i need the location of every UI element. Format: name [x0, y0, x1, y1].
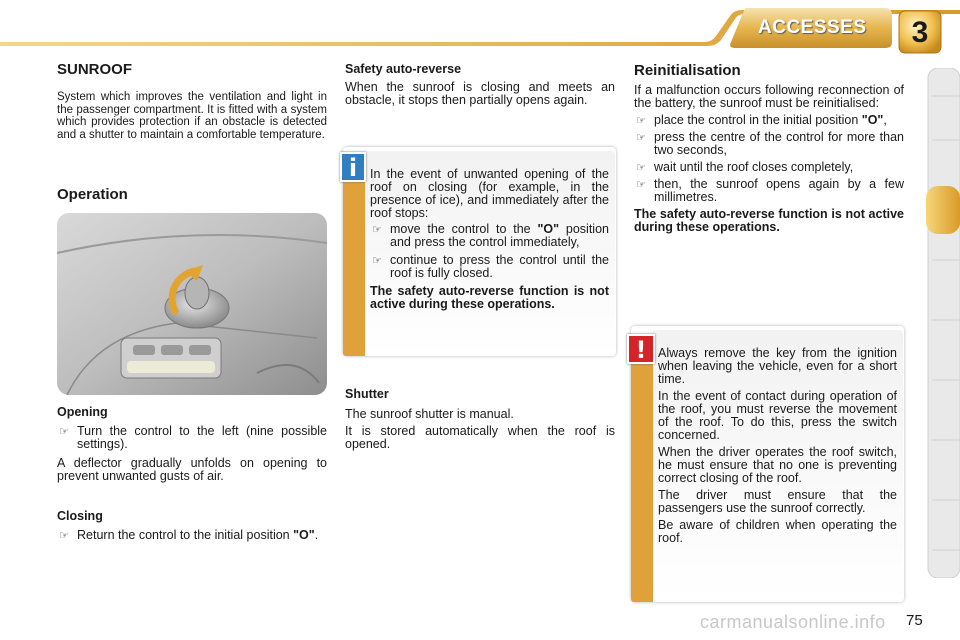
- reinit-bullet-4: ☞ then, the sunroof opens again by a few millimetres.: [636, 177, 904, 204]
- pointing-hand-icon: ☞: [59, 529, 69, 542]
- info-icon: i: [340, 152, 366, 182]
- warning-box-content: [658, 347, 897, 545]
- info-note: The safety auto-reverse function is not active during these operations.: [370, 284, 609, 311]
- pointing-hand-icon: ☞: [636, 131, 646, 144]
- sunroof-intro: System which improves the ventilation and light in the passenger compartment. It is fitted with a system which provides protection if an obstacle is detected and a shutter to maintain a comfortable temperature.: [57, 91, 327, 141]
- sunroof-title: SUNROOF: [57, 61, 132, 78]
- active-chapter-tab[interactable]: [926, 186, 960, 234]
- closing-bullet: ☞ Return the control to the initial position "O".: [59, 528, 319, 542]
- closing-section: [57, 509, 327, 542]
- pointing-hand-icon: ☞: [372, 223, 382, 236]
- safety-auto-reverse-section: [345, 62, 615, 107]
- opening-section: [57, 405, 327, 483]
- chapter-number: 3: [911, 16, 929, 49]
- shutter-text-1: The sunroof shutter is manual.: [345, 407, 514, 421]
- deflector-text: A deflector gradually unfolds on opening to prevent unwanted gusts of air.: [57, 456, 327, 483]
- pointing-hand-icon: ☞: [372, 254, 382, 267]
- operation-title: Operation: [57, 186, 128, 203]
- page-number: 75: [906, 612, 923, 629]
- info-text: In the event of unwanted opening of the roof on closing (for example, in the presence of ice), and immediately after the roof stops:: [370, 167, 609, 220]
- safety-title: Safety auto-reverse: [345, 62, 462, 76]
- pointing-hand-icon: ☞: [636, 161, 646, 174]
- pointing-hand-icon: ☞: [636, 114, 646, 127]
- sunroof-control-photo: [57, 213, 327, 395]
- warning-paragraph-4: The driver must ensure that the passengers use the sunroof correctly.: [658, 488, 897, 515]
- warning-paragraph-3: When the driver operates the roof switch, he must ensure that no one is preventing correct closing of the roof.: [658, 445, 897, 485]
- reinit-bullet-2: ☞ press the centre of the control for more than two seconds,: [636, 130, 904, 157]
- reinit-bullet-1: ☞ place the control in the initial position "O",: [636, 113, 887, 127]
- pointing-hand-icon: ☞: [636, 178, 646, 191]
- warning-icon: !: [627, 334, 655, 364]
- opening-bullet: ☞ Turn the control to the left (nine possible settings).: [59, 424, 327, 451]
- warning-paragraph-2: In the event of contact during operation of the roof, you must reverse the movement of the roof. To do this, press the switch concerned.: [658, 389, 897, 442]
- shutter-text-2: It is stored automatically when the roof is opened.: [345, 424, 615, 451]
- reinit-note: The safety auto-reverse function is not active during these operations.: [634, 207, 904, 234]
- opening-title: Opening: [57, 405, 108, 419]
- closing-title: Closing: [57, 509, 103, 523]
- warning-paragraph-1: Always remove the key from the ignition when leaving the vehicle, even for a short time.: [658, 346, 897, 386]
- reinit-text: If a malfunction occurs following reconnection of the battery, the sunroof must be reinitialised:: [634, 83, 904, 110]
- info-bullet-1: ☞ move the control to the "O" position and press the control immediately,: [372, 222, 609, 249]
- reinitialisation-section: [634, 62, 904, 234]
- shutter-title: Shutter: [345, 387, 389, 401]
- safety-text: When the sunroof is closing and meets an obstacle, it stops then partially opens again.: [345, 80, 615, 107]
- info-bullet-2: ☞ continue to press the control until the roof is fully closed.: [372, 253, 609, 280]
- watermark: carmanualsonline.info: [700, 612, 886, 632]
- operation-heading-block: [57, 186, 327, 203]
- chapter-tab-strip: [926, 68, 960, 578]
- warning-paragraph-5: Be aware of children when operating the roof.: [658, 518, 897, 545]
- pointing-hand-icon: ☞: [59, 425, 69, 438]
- sunroof-section: [57, 61, 327, 141]
- reinit-title: Reinitialisation: [634, 62, 741, 79]
- info-box-content: [370, 168, 609, 311]
- reinit-bullet-3: ☞ wait until the roof closes completely,: [636, 160, 854, 174]
- shutter-section: [345, 387, 615, 451]
- section-title: ACCESSES: [758, 17, 867, 38]
